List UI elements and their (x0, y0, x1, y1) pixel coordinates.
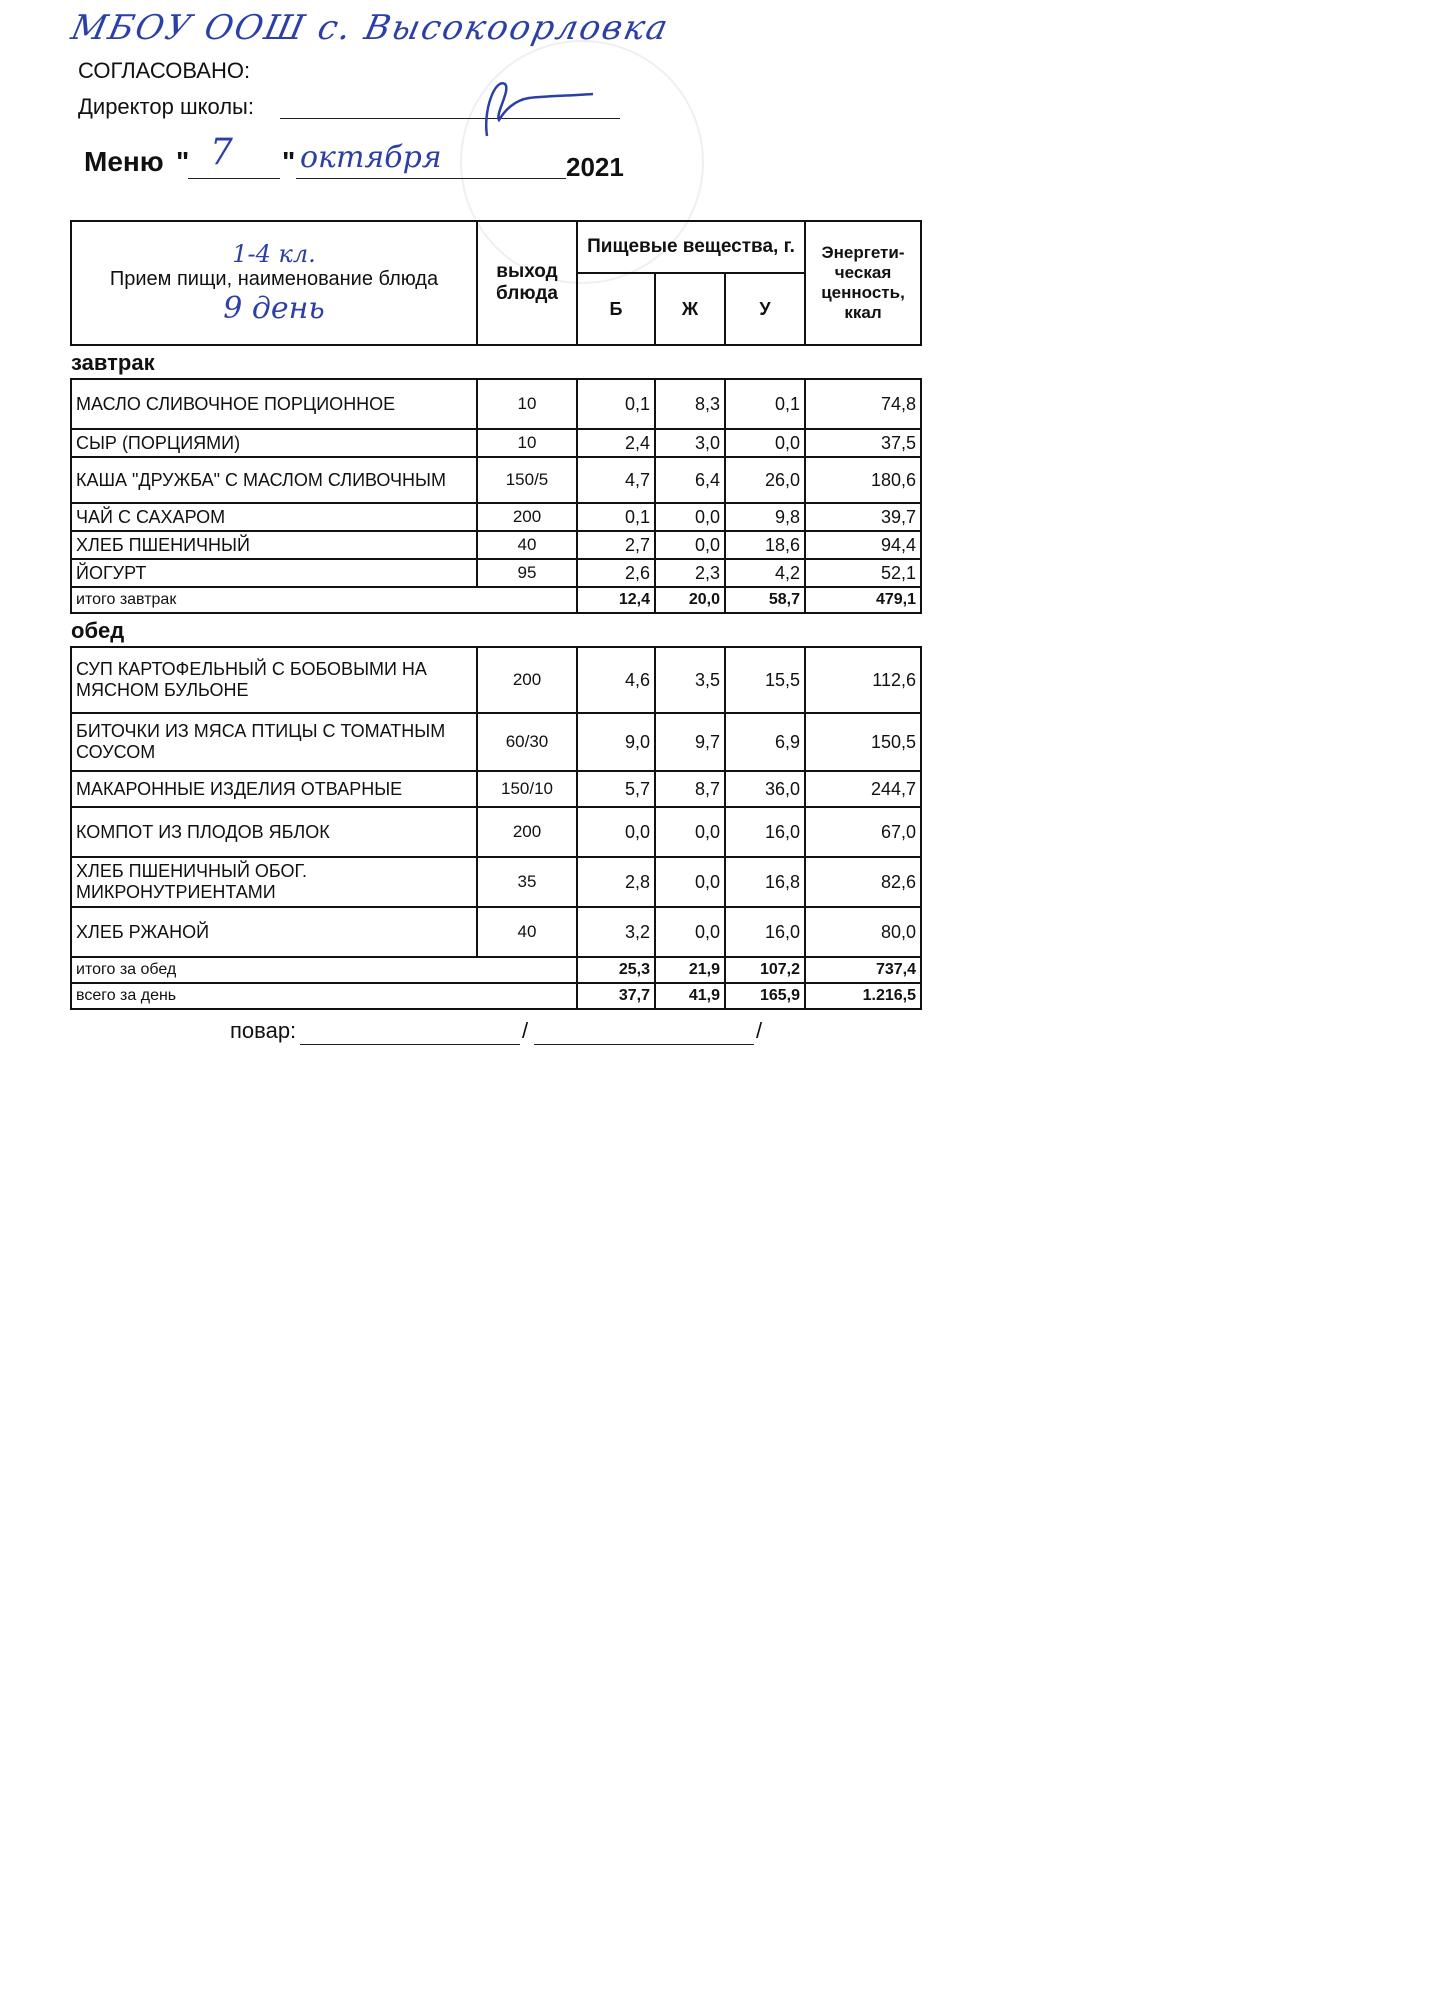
day-total-label: всего за день (71, 983, 577, 1009)
dish-kcal: 112,6 (805, 647, 921, 713)
table-row (71, 379, 921, 429)
lunch-rows (71, 647, 921, 957)
menu-table (70, 220, 922, 1010)
dish-proteins: 4,7 (577, 457, 655, 503)
dish-kcal: 150,5 (805, 713, 921, 771)
dish-portion: 35 (477, 857, 577, 907)
dish-carbs: 16,8 (725, 857, 805, 907)
dish-kcal: 180,6 (805, 457, 921, 503)
dish-name: ЧАЙ С САХАРОМ (71, 503, 477, 531)
dish-kcal: 67,0 (805, 807, 921, 857)
dish-kcal: 82,6 (805, 857, 921, 907)
dish-portion: 60/30 (477, 713, 577, 771)
dish-name: БИТОЧКИ ИЗ МЯСА ПТИЦЫ С ТОМАТНЫМ СОУСОМ (71, 713, 477, 771)
table-row (71, 713, 921, 771)
header-proteins: Б (577, 273, 655, 345)
school-name-handwritten: МБОУ ООШ с. Высокоорловка (67, 8, 674, 48)
dish-carbs: 0,0 (725, 429, 805, 457)
director-label: Директор школы: (78, 94, 254, 119)
dish-portion: 200 (477, 647, 577, 713)
header-nutrients: Пищевые вещества, г. (577, 221, 805, 273)
total-kcal: 737,4 (805, 957, 921, 983)
dish-portion: 10 (477, 379, 577, 429)
dish-name: СЫР (ПОРЦИЯМИ) (71, 429, 477, 457)
total-label: итого за обед (71, 957, 577, 983)
day-number-handwritten: 9 день (223, 291, 325, 326)
total-b: 25,3 (577, 957, 655, 983)
lunch-total-row (71, 957, 921, 983)
dish-proteins: 4,6 (577, 647, 655, 713)
dish-name: ХЛЕБ РЖАНОЙ (71, 907, 477, 957)
dish-name: МАСЛО СЛИВОЧНОЕ ПОРЦИОННОЕ (71, 379, 477, 429)
dish-proteins: 0,1 (577, 379, 655, 429)
menu-month-handwritten: октября (300, 140, 442, 175)
day-total-row (71, 983, 921, 1009)
approved-label: СОГЛАСОВАНО: (78, 58, 251, 83)
table-row (71, 429, 921, 457)
total-kcal: 479,1 (805, 587, 921, 613)
cook-signature-line (300, 1044, 520, 1045)
cook-slash-end: / (756, 1018, 763, 1043)
dish-carbs: 4,2 (725, 559, 805, 587)
dish-fats: 0,0 (655, 857, 725, 907)
dish-proteins: 3,2 (577, 907, 655, 957)
dish-proteins: 0,1 (577, 503, 655, 531)
dish-carbs: 26,0 (725, 457, 805, 503)
dish-fats: 6,4 (655, 457, 725, 503)
dish-proteins: 0,0 (577, 807, 655, 857)
dish-kcal: 52,1 (805, 559, 921, 587)
breakfast-total-row (71, 587, 921, 613)
table-row (71, 559, 921, 587)
dish-fats: 0,0 (655, 531, 725, 559)
cook-label: повар: (230, 1018, 297, 1043)
header-meal-label: Прием пищи, наименование блюда (109, 268, 439, 290)
table-row (71, 807, 921, 857)
day-total-zh: 41,9 (655, 983, 725, 1009)
table-row (71, 857, 921, 907)
dish-proteins: 2,8 (577, 857, 655, 907)
table-row (71, 457, 921, 503)
dish-name: ХЛЕБ ПШЕНИЧНЫЙ (71, 531, 477, 559)
dish-name: МАКАРОННЫЕ ИЗДЕЛИЯ ОТВАРНЫЕ (71, 771, 477, 807)
menu-day-handwritten: 7 (210, 132, 233, 173)
dish-carbs: 15,5 (725, 647, 805, 713)
table-row (71, 907, 921, 957)
total-label: итого завтрак (71, 587, 577, 613)
dish-kcal: 39,7 (805, 503, 921, 531)
header-portion: выход блюда (477, 221, 577, 345)
dish-fats: 8,7 (655, 771, 725, 807)
dish-proteins: 5,7 (577, 771, 655, 807)
breakfast-rows (71, 379, 921, 587)
total-zh: 20,0 (655, 587, 725, 613)
menu-year: 2021 (566, 152, 624, 182)
dish-portion: 10 (477, 429, 577, 457)
table-row (71, 771, 921, 807)
dish-name: ЙОГУРТ (71, 559, 477, 587)
total-u: 107,2 (725, 957, 805, 983)
dish-fats: 0,0 (655, 807, 725, 857)
dish-fats: 2,3 (655, 559, 725, 587)
dish-portion: 95 (477, 559, 577, 587)
dish-carbs: 9,8 (725, 503, 805, 531)
header-carbs: У (725, 273, 805, 345)
header-meal-name (71, 221, 477, 345)
dish-proteins: 9,0 (577, 713, 655, 771)
dish-name: СУП КАРТОФЕЛЬНЫЙ С БОБОВЫМИ НА МЯСНОМ БУЛЬОНЕ (71, 647, 477, 713)
day-line (188, 178, 280, 179)
grade-handwritten: 1-4 кл. (232, 240, 316, 268)
dish-fats: 3,0 (655, 429, 725, 457)
dish-portion: 200 (477, 807, 577, 857)
dish-kcal: 94,4 (805, 531, 921, 559)
director-signature (465, 70, 595, 140)
dish-portion: 40 (477, 907, 577, 957)
section-lunch: обед (71, 613, 921, 647)
dish-proteins: 2,6 (577, 559, 655, 587)
dish-portion: 150/10 (477, 771, 577, 807)
total-zh: 21,9 (655, 957, 725, 983)
table-row (71, 647, 921, 713)
dish-fats: 9,7 (655, 713, 725, 771)
table-row (71, 503, 921, 531)
day-total-u: 165,9 (725, 983, 805, 1009)
dish-proteins: 2,4 (577, 429, 655, 457)
dish-carbs: 36,0 (725, 771, 805, 807)
table-row (71, 531, 921, 559)
dish-portion: 40 (477, 531, 577, 559)
dish-fats: 3,5 (655, 647, 725, 713)
day-total-kcal: 1.216,5 (805, 983, 921, 1009)
dish-carbs: 18,6 (725, 531, 805, 559)
dish-carbs: 16,0 (725, 807, 805, 857)
dish-proteins: 2,7 (577, 531, 655, 559)
dish-kcal: 74,8 (805, 379, 921, 429)
dish-name: КАША "ДРУЖБА" С МАСЛОМ СЛИВОЧНЫМ (71, 457, 477, 503)
header-fats: Ж (655, 273, 725, 345)
dish-portion: 150/5 (477, 457, 577, 503)
dish-fats: 8,3 (655, 379, 725, 429)
menu-title: Меню (84, 146, 164, 177)
dish-portion: 200 (477, 503, 577, 531)
dish-carbs: 6,9 (725, 713, 805, 771)
cook-name-line (534, 1044, 754, 1045)
dish-kcal: 37,5 (805, 429, 921, 457)
day-total-b: 37,7 (577, 983, 655, 1009)
header-energy: Энергети-ческая ценность, ккал (805, 221, 921, 345)
dish-kcal: 244,7 (805, 771, 921, 807)
month-line (296, 178, 566, 179)
dish-fats: 0,0 (655, 907, 725, 957)
cook-slash: / (522, 1018, 529, 1043)
dish-name: КОМПОТ ИЗ ПЛОДОВ ЯБЛОК (71, 807, 477, 857)
dish-fats: 0,0 (655, 503, 725, 531)
dish-carbs: 0,1 (725, 379, 805, 429)
total-u: 58,7 (725, 587, 805, 613)
dish-kcal: 80,0 (805, 907, 921, 957)
total-b: 12,4 (577, 587, 655, 613)
quote-open: " (176, 146, 190, 177)
dish-carbs: 16,0 (725, 907, 805, 957)
section-breakfast: завтрак (71, 345, 921, 379)
dish-name: ХЛЕБ ПШЕНИЧНЫЙ ОБОГ. МИКРОНУТРИЕНТАМИ (71, 857, 477, 907)
quote-close: " (282, 146, 296, 177)
